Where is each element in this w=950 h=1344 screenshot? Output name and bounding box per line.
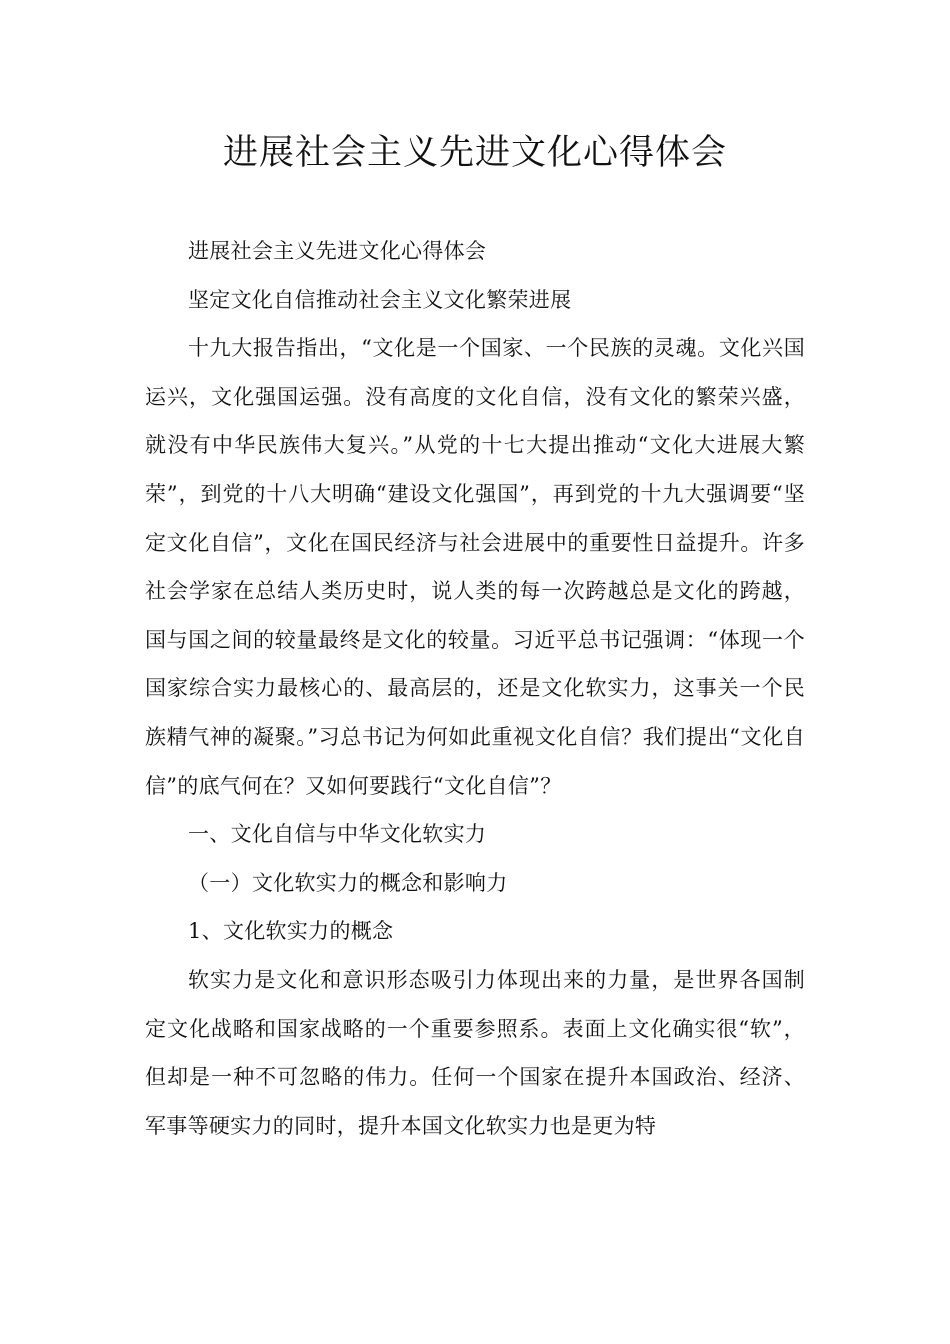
- paragraph-heading: 坚定文化自信推动社会主义文化繁荣进展: [188, 287, 572, 312]
- paragraph-intro: 十九大报告指出，“文化是一个国家、一个民族的灵魂。文化兴国运兴，文化强国运强。没有高度的文化自信，没有文化的繁荣兴盛，就没有中华民族伟大复兴。”从党的十七大提出推动“文化大进展大繁荣”，到党的十八大明确“建设文化强国”，再到党的十九大强调要“坚定文化自信”，文化在国民经济与社会进展中的重要性日益提升。许多社会学家在总结人类历史时，说人类的每一次跨越总是文化的跨越，国与国之间的较量最终是文化的较量。习近平总书记强调：“体现一个国家综合实力最核心的、最高层的，还是文化软实力，这事关一个民族精气神的凝聚。”习总书记为何如此重视文化自信？我们提出“文化自信”的底气何在？又如何要践行“文化自信”？: [145, 336, 805, 798]
- subsection-heading-1: （一）文化软实力的概念和影响力: [188, 870, 508, 895]
- section-heading-1: 一、文化自信与中华文化软实力: [188, 822, 487, 847]
- paragraph-soft-power: 软实力是文化和意识形态吸引力体现出来的力量，是世界各国制定文化战略和国家战略的一个重要参照系。表面上文化确实很“软”，但却是一种不可忽略的伟力。任何一个国家在提升本国政治、经济、军事等硬实力的同时，提升本国文化软实力也是更为特: [145, 967, 805, 1138]
- paragraph-subtitle: 进展社会主义先进文化心得体会: [188, 239, 487, 263]
- item-heading-1: 1、文化软实力的概念: [188, 919, 394, 944]
- document-title: 进展社会主义先进文化心得体会: [222, 133, 727, 173]
- document-body: [145, 227, 805, 1150]
